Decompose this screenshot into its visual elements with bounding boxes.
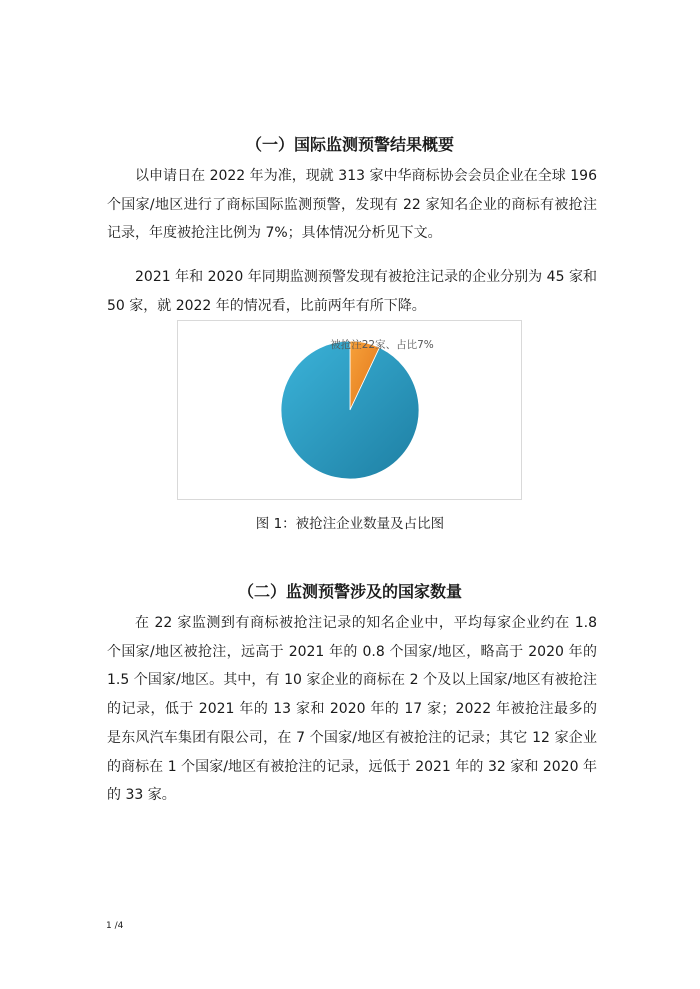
pie-chart (178, 321, 521, 499)
pie-slice-not-infringed (281, 341, 419, 479)
figure-caption: 图 1：被抢注企业数量及占比图 (255, 516, 445, 532)
page-number: 1 /4 (106, 921, 124, 931)
section1-heading: （一）国际监测预警结果概要 (245, 135, 454, 154)
pie-chart-frame (177, 320, 522, 500)
section2-heading: （二）监测预警涉及的国家数量 (237, 582, 462, 601)
pie-data-label: 被抢注22家、占比7% (330, 339, 434, 351)
section1-paragraph-2: 2021 年和 2020 年同期监测预警发现有被抢注记录的企业分别为 45 家和 50 家，就 2022 年的情况看，比前两年有所下降。 (107, 269, 597, 314)
section1-paragraph-1: 以申请日在 2022 年为准，现就 313 家中华商标协会会员企业在全球 196 个国家/地区进行了商标国际监测预警，发现有 22 家知名企业的商标有被抢注记录，年度被抢注比例为 7%；具体情况分析见下文。 (107, 168, 597, 242)
section2-paragraph-1: 在 22 家监测到有商标被抢注记录的知名企业中，平均每家企业约在 1.8 个国家/地区被抢注，远高于 2021 年的 0.8 个国家/地区，略高于 2020 年的 1.5 个国家/地区。其中，有 10 家企业的商标在 2 个及以上国家/地区有被抢注的记录，低于 2021 年的 13 家和 2020 年的 17 家；2022 年被抢注最多的是东风汽车集团有限公司，在 7 个国家/地区有被抢注的记录；其它 12 家企业的商标在 1 个国家/地区有被抢注的记录，远低于 2021 年的 32 家和 2020 年的 33 家。 (107, 615, 597, 804)
